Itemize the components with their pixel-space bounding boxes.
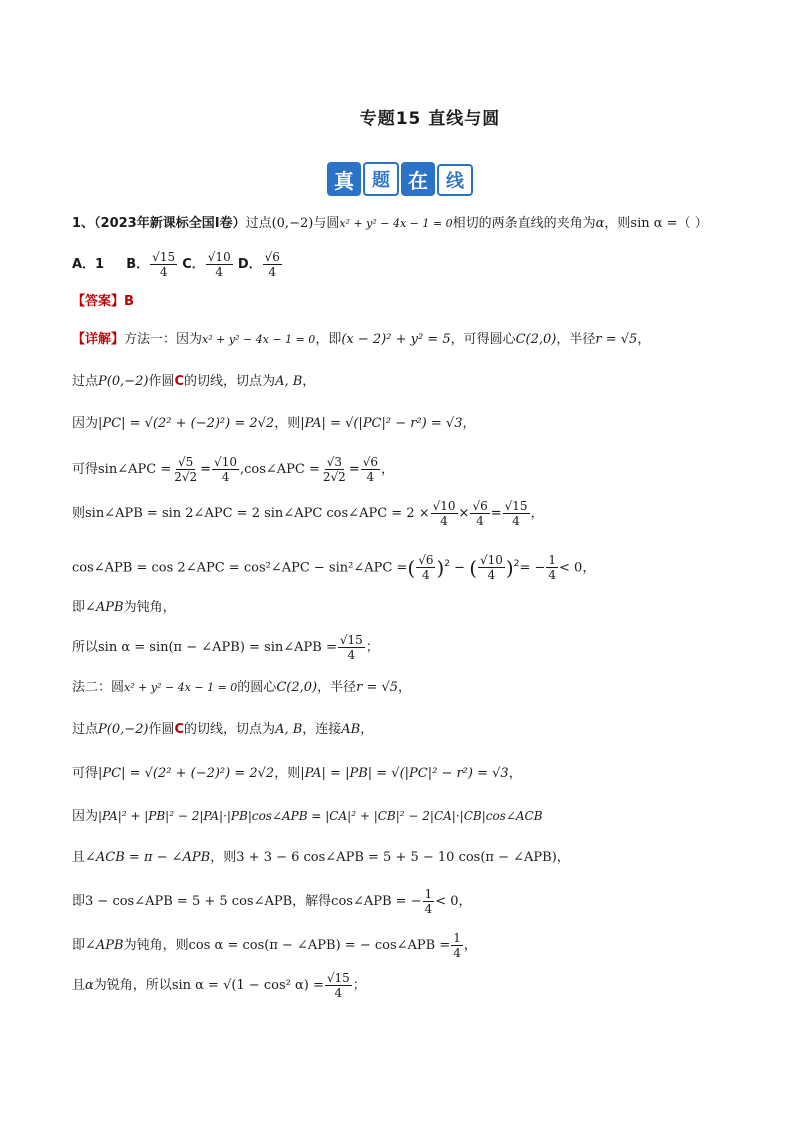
badge-char-2: 题 xyxy=(363,162,399,196)
detail-line-11 xyxy=(72,764,522,784)
d13-end: ， xyxy=(556,850,570,865)
d1-end: ， xyxy=(637,332,651,347)
d16-eq: sin α = √(1 − cos² α) = xyxy=(171,978,324,993)
d13-b: ，则 xyxy=(210,850,237,865)
question-point: (0,−2) xyxy=(271,216,314,231)
d14-a: 即 xyxy=(72,894,86,909)
detail-label: 【详解】 xyxy=(72,332,125,347)
d2-c: C xyxy=(174,374,185,389)
d10-ab: A, B xyxy=(275,722,303,737)
d8-a: 所以 xyxy=(72,640,99,655)
d9-d: ，半径 xyxy=(317,680,357,695)
d2-ab: A, B xyxy=(275,374,303,389)
d14-eq: 3 − cos∠APB = 5 + 5 cos∠APB xyxy=(85,894,293,909)
d6-rparen-1: ) xyxy=(436,555,445,580)
d6-minus: − xyxy=(450,560,470,576)
d6-f2d: 4 xyxy=(487,568,496,583)
d7-a: 即 xyxy=(72,600,86,615)
d1-d: ，半径 xyxy=(556,332,596,347)
d14-fn: 1 xyxy=(424,887,433,901)
d15-a: 即 xyxy=(72,938,86,953)
d15-frac xyxy=(451,931,463,960)
d9-radius: r = √5 xyxy=(356,680,399,695)
d15-end: ， xyxy=(463,938,477,953)
d3-eq2: |PA| = √(|PC|² − r²) = √3 xyxy=(300,416,463,431)
d5-f2d: 4 xyxy=(476,514,484,528)
d4-f4n: √6 xyxy=(362,455,378,469)
d16-fn: √15 xyxy=(326,971,350,985)
option-c-frac xyxy=(206,250,233,279)
d5-f2n: √6 xyxy=(472,499,488,513)
detail-line-1 xyxy=(72,330,650,350)
d15-eq: cos α = cos(π − ∠APB) = − cos∠APB = xyxy=(188,938,451,953)
d4-f1d: 2√2 xyxy=(174,470,198,484)
d16-frac xyxy=(325,971,352,1000)
d4-sin: sin∠APC = xyxy=(98,462,172,477)
detail-line-8 xyxy=(72,630,379,666)
question-text-b: 与圆 xyxy=(313,216,340,231)
d14-end: ， xyxy=(458,894,472,909)
option-c-den: 4 xyxy=(215,265,224,279)
option-a: A．1 xyxy=(72,257,105,272)
question-source: （2023年新课标全国Ⅰ卷） xyxy=(94,216,246,231)
d8-fd: 4 xyxy=(347,648,356,662)
d5-x: × xyxy=(458,506,470,521)
detail-line-10 xyxy=(72,720,373,740)
d4-f4d: 4 xyxy=(366,470,375,484)
d8-end: ； xyxy=(365,640,379,655)
badge-char-3: 在 xyxy=(401,162,435,196)
d10-end: ， xyxy=(360,722,374,737)
d13-eq: ∠ACB = π − ∠APB xyxy=(85,850,211,865)
d11-b: ，则 xyxy=(274,766,301,781)
d5-frac-1 xyxy=(431,499,458,528)
d11-a: 可得 xyxy=(72,766,99,781)
d1-b: ，即 xyxy=(315,332,342,347)
d16-end: ； xyxy=(352,978,366,993)
d4-f1n: √5 xyxy=(178,455,194,469)
detail-line-12 xyxy=(72,806,543,827)
d2-a: 过点 xyxy=(72,374,99,389)
d5-f1n: √10 xyxy=(432,499,456,513)
detail-line-16 xyxy=(72,968,366,1004)
question-ask: sin α = xyxy=(630,216,678,231)
d3-b: ，则 xyxy=(274,416,301,431)
option-d-den: 4 xyxy=(268,265,277,279)
d6-eq: cos∠APB = cos 2∠APC = cos²∠APC − sin²∠APC = xyxy=(72,560,408,576)
d5-eq-2: = xyxy=(490,506,502,521)
d4-frac-4 xyxy=(361,455,380,484)
d5-a: 则 xyxy=(72,506,86,521)
d1-center: C(2,0) xyxy=(515,332,557,347)
d6-sq-1: 2 xyxy=(444,559,451,569)
detail-line-2 xyxy=(72,372,315,392)
d16-fd: 4 xyxy=(334,986,343,1000)
d6-f1d: 4 xyxy=(422,568,430,583)
option-d-num: √6 xyxy=(264,250,280,264)
option-b-den: 4 xyxy=(159,265,168,279)
answer-label: 【答案】B xyxy=(72,294,134,309)
d2-end: ， xyxy=(302,374,316,389)
detail-line-9 xyxy=(72,678,411,698)
d1-eq2: (x − 2)² + y² = 5 xyxy=(341,332,451,347)
detail-line-6 xyxy=(72,544,595,588)
question-number: 1、 xyxy=(72,216,95,231)
d4-cos: ,cos∠APC = xyxy=(239,462,320,477)
d8-eq: sin α = sin(π − ∠APB) = sin∠APB = xyxy=(98,640,337,655)
d6-lt: < 0 xyxy=(559,560,583,576)
d15-fn: 1 xyxy=(453,931,461,945)
question-alpha: α xyxy=(595,216,605,231)
detail-line-5 xyxy=(72,496,544,532)
d4-frac-3 xyxy=(321,455,348,484)
d6-frac-1 xyxy=(416,553,435,582)
d4-eq: = xyxy=(200,462,212,477)
d10-point: P(0,−2) xyxy=(98,722,149,737)
d14-b: ，解得 xyxy=(292,894,332,909)
d16-alpha: α xyxy=(85,978,94,993)
d7-angle: ∠APB xyxy=(85,600,124,615)
option-b-label: B． xyxy=(126,257,150,272)
option-b-num: √15 xyxy=(152,250,176,264)
d1-c: ，可得圆心 xyxy=(450,332,516,347)
d8-frac xyxy=(338,633,365,662)
options-line xyxy=(72,248,283,282)
option-d-frac xyxy=(263,250,282,279)
d3-eq: |PC| = √(2² + (−2)²) = 2√2 xyxy=(98,416,275,431)
d7-b: 为钝角， xyxy=(123,600,176,615)
detail-line-3 xyxy=(72,414,475,434)
d4-end: ， xyxy=(381,462,395,477)
d6-frac-2 xyxy=(478,553,505,582)
d2-d: 的切线，切点为 xyxy=(184,374,276,389)
detail-line-13 xyxy=(72,848,570,868)
d11-end: ， xyxy=(508,766,522,781)
d4-frac-2 xyxy=(212,455,239,484)
d8-fn: √15 xyxy=(339,633,363,647)
question-text-d: ，则 xyxy=(604,216,631,231)
d5-eq: sin∠APB = sin 2∠APC = 2 sin∠APC cos∠APC = 2 × xyxy=(85,506,430,521)
d11-eq2: |PA| = |PB| = √(|PC|² − r²) = √3 xyxy=(300,766,509,781)
d4-f3n: √3 xyxy=(326,455,342,469)
d15-b: 为钝角，则 xyxy=(123,938,189,953)
d9-a: 法二：圆 xyxy=(72,680,125,695)
d4-frac-1 xyxy=(172,455,199,484)
option-c-num: √10 xyxy=(207,250,231,264)
d6-lparen-1: ( xyxy=(407,555,416,580)
d4-f2d: 4 xyxy=(221,470,230,484)
d16-a: 且 xyxy=(72,978,86,993)
d14-frac xyxy=(423,887,435,916)
d12-eq: |PA|² + |PB|² − 2|PA|·|PB|cos∠APB = |CA|² + |CB|² − 2|CA|·|CB|cos∠ACB xyxy=(98,809,543,823)
d9-b: 的圆心 xyxy=(237,680,277,695)
d6-res: = − xyxy=(519,560,546,576)
d9-center: C(2,0) xyxy=(276,680,318,695)
d5-frac-2 xyxy=(470,499,489,528)
d14-eq2: cos∠APB = − xyxy=(331,894,422,909)
question-text-c: 相切的两条直线的夹角为 xyxy=(452,216,596,231)
detail-line-15 xyxy=(72,928,477,964)
d6-rparen-2: ) xyxy=(505,555,514,580)
option-c-label: C． xyxy=(182,257,205,272)
d6-f2n: √10 xyxy=(480,553,503,568)
d6-f3d: 4 xyxy=(548,568,557,583)
question-text-a: 过点 xyxy=(245,216,272,231)
d4-f3d: 2√2 xyxy=(322,470,346,484)
d5-f3n: √15 xyxy=(504,499,528,513)
question-line xyxy=(72,214,708,234)
d13-a: 且 xyxy=(72,850,86,865)
d10-seg: AB xyxy=(341,722,361,737)
d13-eq2: 3 + 3 − 6 cos∠APB = 5 + 5 − 10 cos(π − ∠APB) xyxy=(236,850,557,865)
d6-frac-3 xyxy=(546,553,558,582)
d1-a: 方法一：因为 xyxy=(124,332,203,347)
d3-end: ， xyxy=(462,416,476,431)
d2-b: 作圆 xyxy=(148,374,175,389)
d9-eq: x² + y² − 4x − 1 = 0 xyxy=(124,681,238,694)
d10-c: C xyxy=(174,722,185,737)
d5-end: ， xyxy=(530,506,544,521)
d5-f1d: 4 xyxy=(440,514,448,528)
d14-fd: 4 xyxy=(424,902,433,916)
question-circle-eq: x² + y² − 4x − 1 = 0 xyxy=(339,217,453,230)
d1-radius: r = √5 xyxy=(595,332,638,347)
d10-a: 过点 xyxy=(72,722,99,737)
d3-a: 因为 xyxy=(72,416,99,431)
section-badge xyxy=(327,160,475,196)
badge-char-4: 线 xyxy=(437,164,473,196)
d5-frac-3 xyxy=(503,499,530,528)
d10-d: 的切线，切点为 xyxy=(184,722,276,737)
detail-line-7 xyxy=(72,598,176,618)
d9-end: ， xyxy=(398,680,412,695)
d6-lparen-2: ( xyxy=(469,555,477,580)
d6-end: ， xyxy=(582,560,596,576)
d16-b: 为锐角，所以 xyxy=(93,978,172,993)
d10-e: ，连接 xyxy=(302,722,342,737)
d12-a: 因为 xyxy=(72,809,99,824)
option-b-frac xyxy=(150,250,177,279)
d5-f3d: 4 xyxy=(512,514,520,528)
question-paren: （ ） xyxy=(677,216,708,231)
detail-line-14 xyxy=(72,884,472,920)
badge-char-1: 真 xyxy=(327,162,361,196)
d6-f3n: 1 xyxy=(548,553,557,568)
page-title: 专题15 直线与圆 xyxy=(359,109,501,129)
d11-eq: |PC| = √(2² + (−2)²) = 2√2 xyxy=(98,766,275,781)
d2-point: P(0,−2) xyxy=(98,374,149,389)
d6-sq-2: 2 xyxy=(513,559,520,569)
d10-b: 作圆 xyxy=(148,722,175,737)
d6-f1n: √6 xyxy=(418,553,434,568)
detail-line-4 xyxy=(72,452,394,488)
option-d-label: D． xyxy=(237,257,262,272)
d14-lt: < 0 xyxy=(435,894,459,909)
d4-eq-2: = xyxy=(348,462,360,477)
d4-f2n: √10 xyxy=(214,455,237,469)
d15-fd: 4 xyxy=(453,946,461,960)
d15-angle: ∠APB xyxy=(85,938,124,953)
d4-a: 可得 xyxy=(72,462,99,477)
d1-eq1: x² + y² − 4x − 1 = 0 xyxy=(202,333,316,346)
